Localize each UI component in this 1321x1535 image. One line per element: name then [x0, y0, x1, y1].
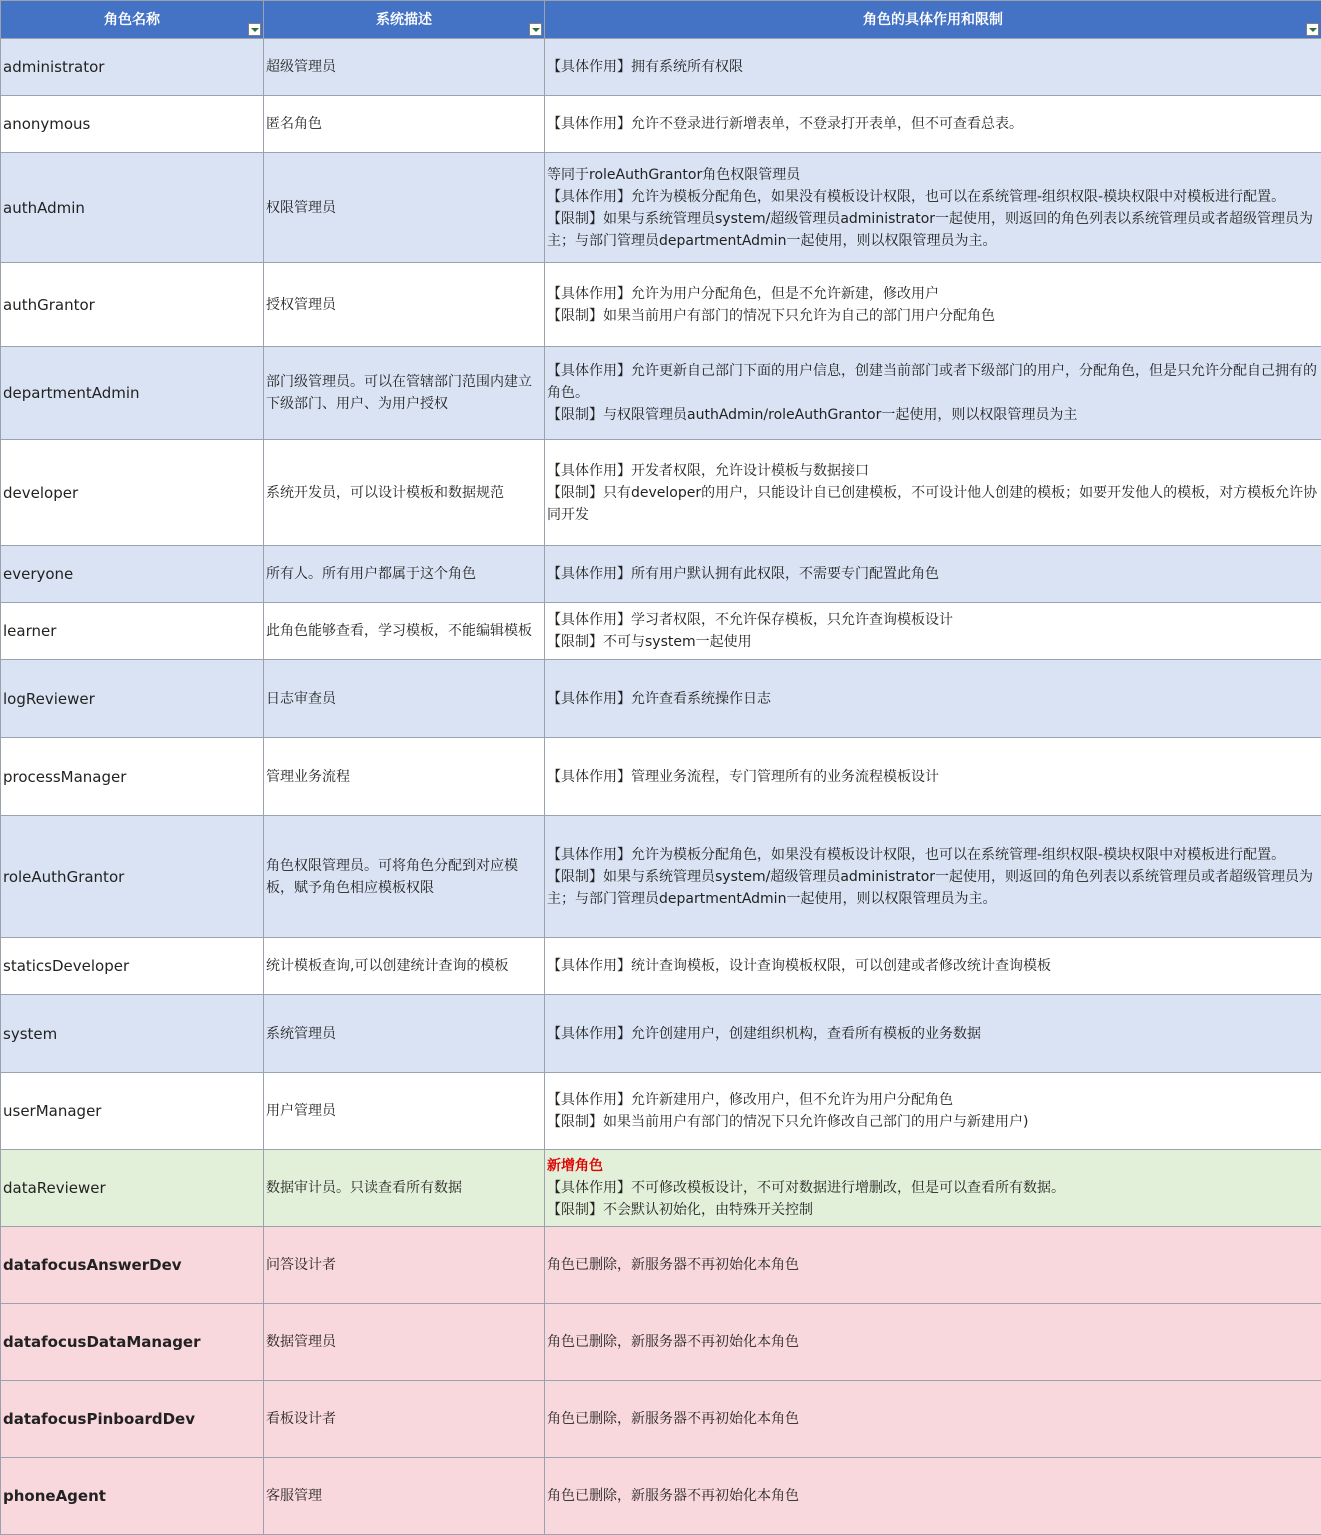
role-name-cell[interactable]: logReviewer	[1, 660, 264, 738]
role-name-cell[interactable]: system	[1, 995, 264, 1073]
role-name-cell[interactable]: phoneAgent	[1, 1458, 264, 1535]
table-row	[1, 938, 1321, 995]
table-row	[1, 263, 1321, 347]
detail-line: 角色已删除，新服务器不再初始化本角色	[547, 1334, 799, 1350]
role-name-cell[interactable]: datafocusAnswerDev	[1, 1227, 264, 1304]
header-system-desc	[264, 1, 545, 39]
detail-line: 【具体作用】管理业务流程，专门管理所有的业务流程模板设计	[547, 768, 939, 785]
detail-line: 角色已删除，新服务器不再初始化本角色	[547, 1411, 799, 1427]
role-desc-cell[interactable]: 系统开发员，可以设计模板和数据规范	[264, 440, 545, 546]
detail-line: 【限制】不可与system一起使用	[547, 634, 752, 650]
detail-line: 【具体作用】允许更新自己部门下面的用户信息，创建当前部门或者下级部门的用户，分配角色，但是只允许分配自己拥有的角色。	[547, 363, 1317, 401]
role-desc-cell[interactable]: 部门级管理员。可以在管辖部门范围内建立下级部门、用户、为用户授权	[264, 347, 545, 440]
role-desc-cell[interactable]: 统计模板查询,可以创建统计查询的模板	[264, 938, 545, 995]
role-detail-cell[interactable]	[545, 1150, 1321, 1227]
role-desc-cell[interactable]: 客服管理	[264, 1458, 545, 1535]
detail-line: 角色已删除，新服务器不再初始化本角色	[547, 1257, 799, 1273]
role-detail-cell[interactable]	[545, 603, 1321, 660]
detail-line: 角色已删除，新服务器不再初始化本角色	[547, 1488, 799, 1504]
role-detail-cell[interactable]	[545, 347, 1321, 440]
role-detail-cell[interactable]	[545, 96, 1321, 153]
role-desc-cell[interactable]: 匿名角色	[264, 96, 545, 153]
table-row	[1, 440, 1321, 546]
detail-line: 【具体作用】允许新建用户，修改用户，但不允许为用户分配角色	[547, 1092, 953, 1108]
role-desc-cell[interactable]: 管理业务流程	[264, 738, 545, 816]
role-detail-cell[interactable]	[545, 816, 1321, 938]
role-desc-cell[interactable]: 用户管理员	[264, 1073, 545, 1150]
role-name-cell[interactable]: datafocusDataManager	[1, 1304, 264, 1381]
role-detail-cell[interactable]	[545, 660, 1321, 738]
table-row	[1, 39, 1321, 96]
detail-line: 【具体作用】所有用户默认拥有此权限，不需要专门配置此角色	[547, 566, 939, 582]
table-row	[1, 96, 1321, 153]
detail-line: 【具体作用】允许创建用户，创建组织机构，查看所有模板的业务数据	[547, 1025, 981, 1042]
role-detail-cell[interactable]	[545, 995, 1321, 1073]
detail-line: 【具体作用】统计查询模板，设计查询模板权限，可以创建或者修改统计查询模板	[547, 958, 1051, 974]
header-role-detail-label: 角色的具体作用和限制	[863, 11, 1003, 28]
header-role-name-label: 角色名称	[104, 11, 160, 28]
role-detail-cell[interactable]	[545, 546, 1321, 603]
filter-dropdown-icon[interactable]	[529, 23, 542, 36]
filter-dropdown-icon[interactable]	[1306, 23, 1319, 36]
role-name-cell[interactable]: developer	[1, 440, 264, 546]
detail-line: 【限制】如果当前用户有部门的情况下只允许修改自己部门的用户与新建用户)	[547, 1114, 1029, 1130]
role-detail-cell[interactable]	[545, 738, 1321, 816]
role-name-cell[interactable]: authAdmin	[1, 153, 264, 263]
role-name-cell[interactable]: authGrantor	[1, 263, 264, 347]
table-row	[1, 153, 1321, 263]
role-detail-cell[interactable]	[545, 263, 1321, 347]
role-detail-cell[interactable]	[545, 938, 1321, 995]
detail-line: 【限制】与权限管理员authAdmin/roleAuthGrantor一起使用，则以权限管理员为主	[547, 407, 1078, 423]
role-name-cell[interactable]: departmentAdmin	[1, 347, 264, 440]
role-name-cell[interactable]: roleAuthGrantor	[1, 816, 264, 938]
detail-line: 【限制】如果与系统管理员system/超级管理员administrator一起使用，则返回的角色列表以系统管理员或者超级管理员为主；与部门管理员departmentAdmin一起使用，则以权限管理员为主。	[547, 868, 1314, 907]
detail-line: 【限制】只有developer的用户，只能设计自已创建模板，不可设计他人创建的模板；如要开发他人的模板，对方模板允许协同开发	[547, 484, 1318, 523]
role-desc-cell[interactable]: 日志审查员	[264, 660, 545, 738]
role-detail-cell[interactable]	[545, 440, 1321, 546]
detail-line: 【具体作用】开发者权限，允许设计模板与数据接口	[547, 462, 869, 479]
detail-line: 【具体作用】允许为模板分配角色，如果没有模板设计权限，也可以在系统管理-组织权限-模块权限中对模板进行配置。	[547, 846, 1286, 863]
role-desc-cell[interactable]: 此角色能够查看，学习模板，不能编辑模板	[264, 603, 545, 660]
role-desc-cell[interactable]: 权限管理员	[264, 153, 545, 263]
role-desc-cell[interactable]: 超级管理员	[264, 39, 545, 96]
table-row	[1, 603, 1321, 660]
detail-line: 【限制】不会默认初始化，由特殊开关控制	[547, 1202, 813, 1218]
role-detail-cell[interactable]	[545, 153, 1321, 263]
detail-line: 【具体作用】不可修改模板设计，不可对数据进行增删改，但是可以查看所有数据。	[547, 1180, 1065, 1196]
detail-line: 【具体作用】学习者权限，不允许保存模板，只允许查询模板设计	[547, 612, 953, 628]
table-row	[1, 1304, 1321, 1381]
role-desc-cell[interactable]: 授权管理员	[264, 263, 545, 347]
table-row	[1, 1073, 1321, 1150]
role-name-cell[interactable]: processManager	[1, 738, 264, 816]
role-name-cell[interactable]: dataReviewer	[1, 1150, 264, 1227]
role-detail-cell[interactable]	[545, 1227, 1321, 1304]
role-desc-cell[interactable]: 角色权限管理员。可将角色分配到对应模板，赋予角色相应模板权限	[264, 816, 545, 938]
table-row	[1, 995, 1321, 1073]
role-detail-cell[interactable]	[545, 1304, 1321, 1381]
role-desc-cell[interactable]: 问答设计者	[264, 1227, 545, 1304]
role-detail-cell[interactable]	[545, 39, 1321, 96]
table-row	[1, 1150, 1321, 1227]
role-name-cell[interactable]: administrator	[1, 39, 264, 96]
new-role-tag: 新增角色	[547, 1158, 603, 1174]
table-row	[1, 660, 1321, 738]
role-name-cell[interactable]: datafocusPinboardDev	[1, 1381, 264, 1458]
detail-line: 【具体作用】允许不登录进行新增表单，不登录打开表单，但不可查看总表。	[547, 116, 1023, 132]
table-row	[1, 347, 1321, 440]
table-row	[1, 1458, 1321, 1535]
detail-line: 【具体作用】拥有系统所有权限	[547, 59, 743, 75]
role-name-cell[interactable]: learner	[1, 603, 264, 660]
detail-line: 【限制】如果与系统管理员system/超级管理员administrator一起使用，则返回的角色列表以系统管理员或者超级管理员为主；与部门管理员departmentAdmin一起使用，则以权限管理员为主。	[547, 210, 1314, 249]
detail-line: 【具体作用】允许为模板分配角色，如果没有模板设计权限，也可以在系统管理-组织权限-模块权限中对模板进行配置。	[547, 188, 1286, 205]
table-row	[1, 1381, 1321, 1458]
role-name-cell[interactable]: everyone	[1, 546, 264, 603]
role-desc-cell[interactable]: 所有人。所有用户都属于这个角色	[264, 546, 545, 603]
role-desc-cell[interactable]: 数据管理员	[264, 1304, 545, 1381]
detail-line: 【限制】如果当前用户有部门的情况下只允许为自己的部门用户分配角色	[547, 307, 995, 324]
table-row	[1, 1227, 1321, 1304]
role-name-cell[interactable]: userManager	[1, 1073, 264, 1150]
header-row	[1, 1, 1321, 39]
filter-dropdown-icon[interactable]	[248, 23, 261, 36]
role-desc-cell[interactable]: 数据审计员。只读查看所有数据	[264, 1150, 545, 1227]
role-desc-cell[interactable]: 看板设计者	[264, 1381, 545, 1458]
role-detail-cell[interactable]	[545, 1381, 1321, 1458]
role-detail-cell[interactable]	[545, 1073, 1321, 1150]
table-row	[1, 816, 1321, 938]
role-name-cell[interactable]: staticsDeveloper	[1, 938, 264, 995]
detail-line: 【具体作用】允许为用户分配角色，但是不允许新建，修改用户	[547, 285, 939, 302]
role-name-cell[interactable]: anonymous	[1, 96, 264, 153]
table-row	[1, 546, 1321, 603]
header-role-detail	[545, 1, 1321, 39]
header-system-desc-label: 系统描述	[376, 11, 432, 28]
detail-line: 【具体作用】允许查看系统操作日志	[547, 690, 771, 707]
header-role-name	[1, 1, 264, 39]
table-row	[1, 738, 1321, 816]
detail-line: 等同于roleAuthGrantor角色权限管理员	[547, 166, 801, 183]
role-desc-cell[interactable]: 系统管理员	[264, 995, 545, 1073]
role-detail-cell[interactable]	[545, 1458, 1321, 1535]
